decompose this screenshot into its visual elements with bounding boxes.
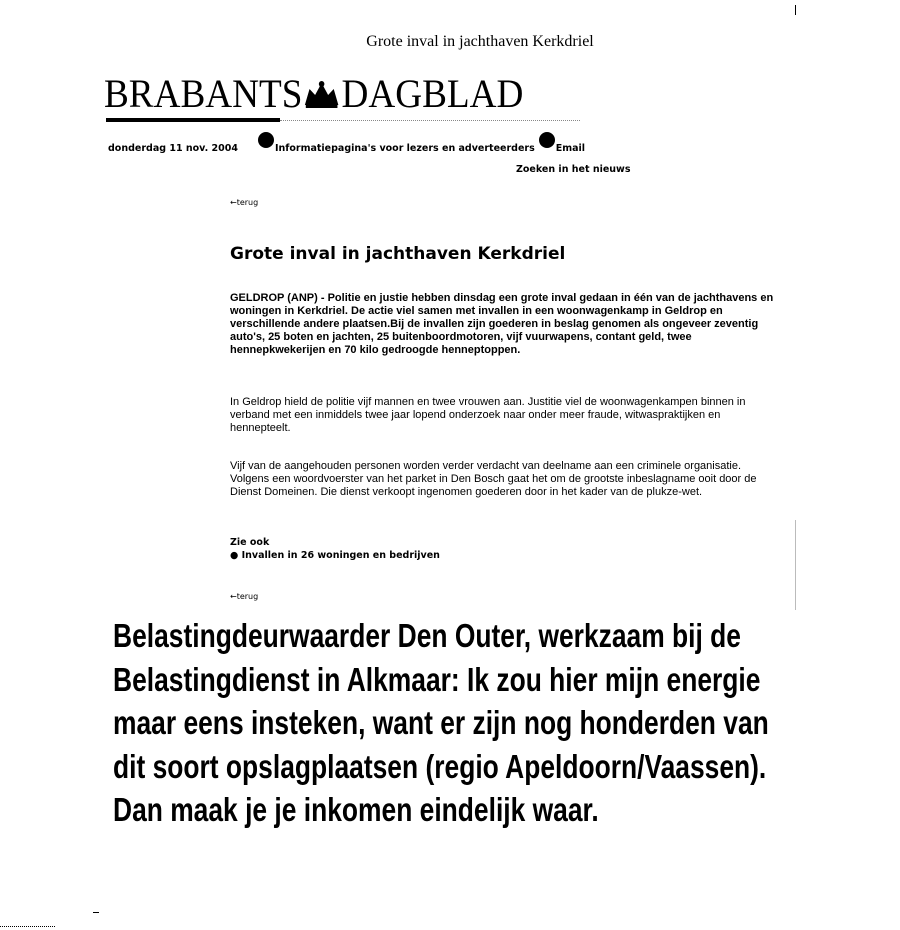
annotation-line: Belastingdienst in Alkmaar: Ik zou hier mijn energie (113, 660, 761, 698)
article-lead: GELDROP (ANP) - Politie en justie hebben dinsdag een grote inval gedaan in één van de jachthavens en woningen in Kerkdriel. De actie viel samen met invallen in een woonwagenkamp in Geldrop en verschillende andere plaatsen.Bij de invallen zijn goederen in beslag genomen als ongeveer zeventig auto's, 25 boten en jachten, 25 buitenboordmotoren, vijf vuurwapens, contant geld, twee hennepkwekerijen en 70 kilo gedroogde henneptoppen. (230, 292, 774, 356)
annotation-line: maar eens insteken, want er zijn nog honderden van (113, 704, 769, 741)
see-also (230, 536, 440, 562)
back-arrow-icon: ← (230, 198, 237, 207)
scan-speck (0, 926, 55, 927)
email-icon[interactable] (539, 132, 555, 148)
back-arrow-icon: ← (230, 592, 237, 601)
scan-speck (93, 912, 99, 913)
masthead-rule (106, 118, 280, 122)
masthead-dotted-rule (280, 120, 580, 122)
date-label: donderdag 11 nov. 2004 (108, 143, 238, 154)
info-icon[interactable] (258, 132, 274, 148)
masthead-logo (104, 70, 523, 117)
annotation-line: dit soort opslagplaatsen (regio Apeldoorn/Vaassen). (113, 747, 767, 785)
crest-icon (302, 72, 341, 102)
see-also-label: Zie ook (230, 537, 270, 548)
article-headline: Grote inval in jachthaven Kerkdriel (230, 244, 566, 264)
scan-speck (795, 520, 796, 610)
article-paragraph: In Geldrop hield de politie vijf mannen en twee vrouwen aan. Justitie viel de woonwagenkampen binnen in verband met een inmiddels twee jaar lopend onderzoek naar onder meer fraude, witwaspraktijken en hennepteelt. (230, 396, 746, 434)
back-link-top[interactable] (230, 198, 258, 207)
back-label: terug (236, 592, 259, 601)
article-paragraph: Vijf van de aangehouden personen worden verder verdacht van deelname aan een criminele organisatie. Volgens een woordvoerster van het parket in Den Bosch gaat het om de grootste inbeslagname ooit door de Dienst Domeinen. Die dienst verkoopt ingenomen goederen door in het kader van de plukze-wet. (230, 460, 757, 498)
bullet-icon: ● (230, 550, 242, 561)
back-link-bottom[interactable] (230, 592, 258, 601)
annotation-line: Belastingdeurwaarder Den Outer, werkzaam bij de (113, 617, 741, 654)
document-title: Grote inval in jachthaven Kerkdriel (366, 33, 594, 50)
email-link[interactable]: Email (555, 143, 586, 154)
scan-speck (795, 5, 796, 15)
handwritten-annotation (113, 614, 769, 832)
annotation-line: Dan maak je je inkomen eindelijk waar. (113, 791, 599, 828)
masthead-left: BRABANTS (104, 71, 303, 116)
see-also-link[interactable]: Invallen in 26 woningen en bedrijven (241, 550, 440, 561)
masthead-right: DAGBLAD (341, 71, 524, 116)
search-news-link[interactable]: Zoeken in het nieuws (516, 164, 631, 175)
back-label: terug (236, 198, 259, 207)
header-bar (108, 138, 585, 154)
info-link[interactable]: Informatiepagina's voor lezers en adverteerders (274, 143, 535, 154)
